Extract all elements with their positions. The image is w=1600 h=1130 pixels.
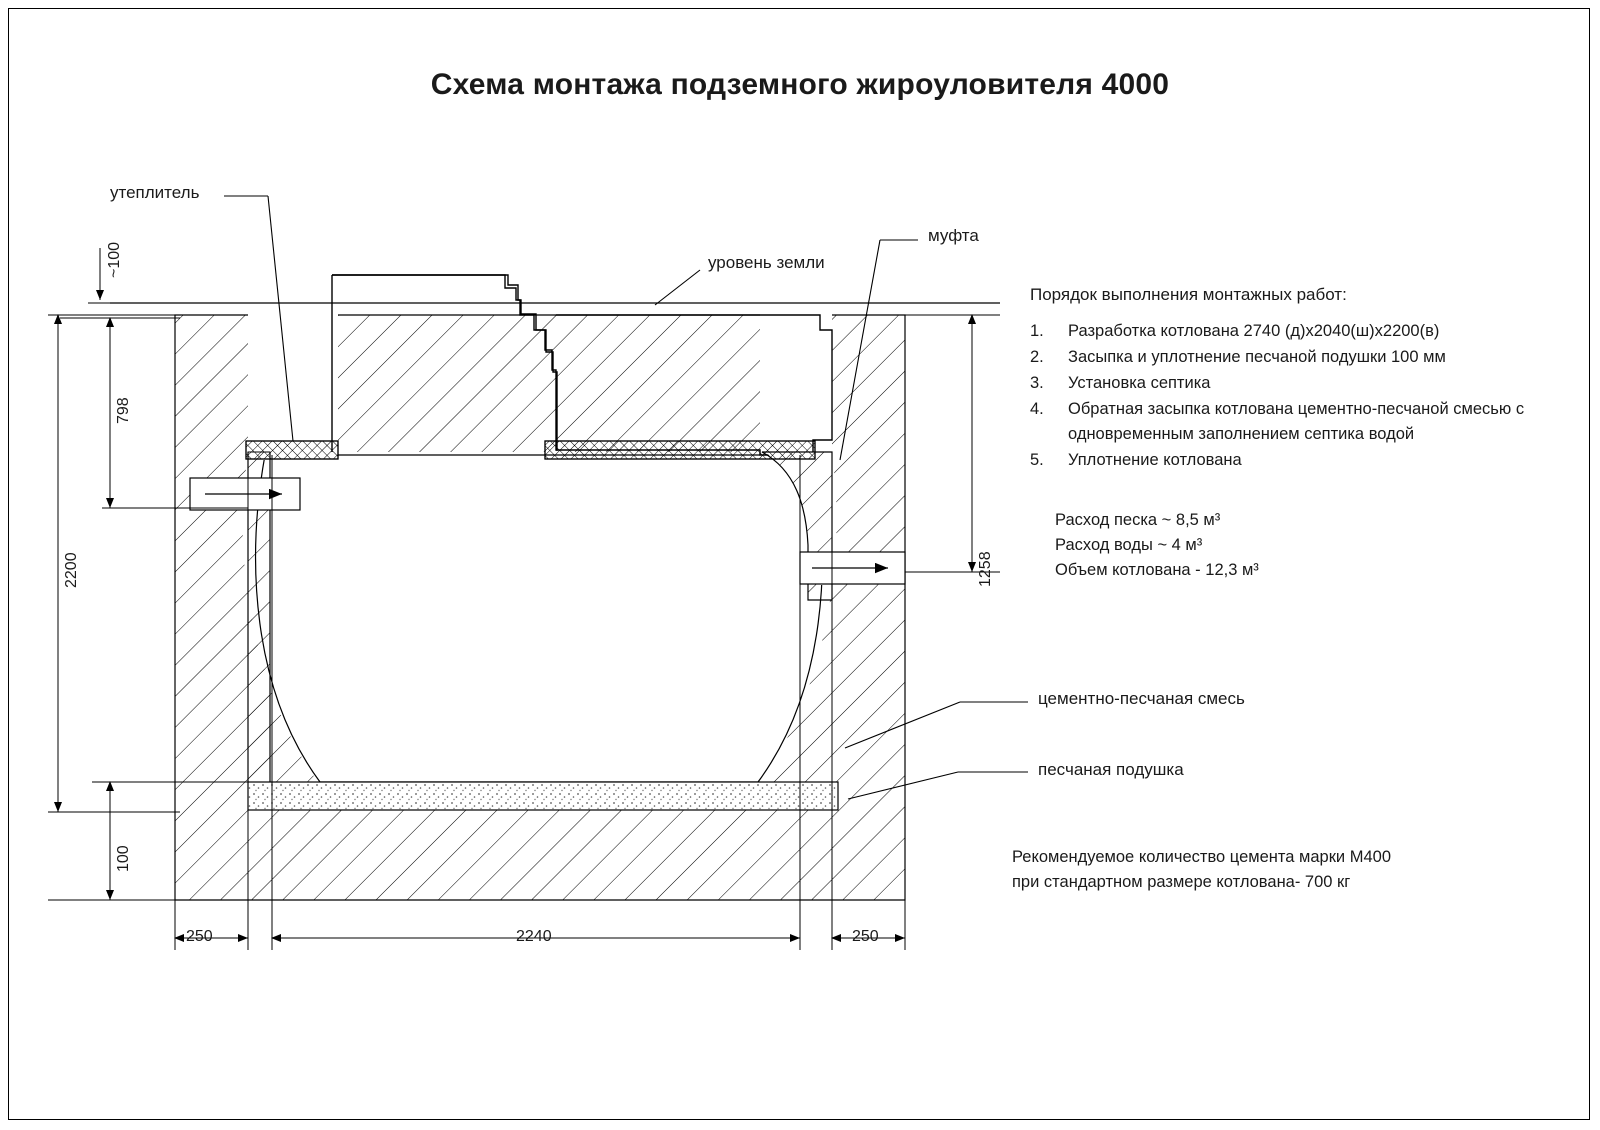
note-text: Засыпка и уплотнение песчаной подушки 100 мм: [1068, 348, 1446, 366]
page-title: Схема монтажа подземного жироуловителя 4000: [430, 68, 1170, 101]
callout-cement-sand-mix: цементно-песчаная смесь: [1038, 689, 1245, 708]
water-volume: Расход воды ~ 4 м³: [1055, 536, 1203, 554]
note-number: 5.: [1030, 451, 1044, 469]
dim-right-wall: 250: [852, 928, 879, 945]
note-number: 1.: [1030, 322, 1044, 340]
inlet-pipe: [190, 478, 300, 510]
insulation-slab-right: [545, 441, 815, 459]
list-item: [1030, 345, 1570, 370]
dim-upper: 798: [115, 397, 132, 424]
callout-coupling: муфта: [928, 226, 979, 245]
outlet-pipe: [800, 552, 905, 584]
sand-cushion: [248, 782, 838, 810]
list-item: [1030, 319, 1570, 344]
note-number: 2.: [1030, 348, 1044, 366]
dim-left-wall: 250: [186, 928, 213, 945]
callout-sand-cushion: песчаная подушка: [1038, 760, 1184, 779]
pit-volume: Объем котлована - 12,3 м³: [1055, 561, 1259, 579]
note-text: Установка септика: [1068, 374, 1211, 392]
notes-list: [1030, 319, 1570, 473]
cement-recommendation: [1012, 845, 1391, 895]
list-item: [1030, 448, 1570, 473]
callout-ground-level: уровень земли: [708, 253, 825, 272]
list-item: [1030, 397, 1570, 447]
list-item: [1030, 371, 1570, 396]
dim-top-gap: ~100: [106, 241, 123, 278]
dim-right-height: 1258: [977, 551, 994, 587]
insulation-slab-left: [246, 441, 338, 459]
dim-total-height: 2200: [63, 552, 80, 588]
note-text: Уплотнение котлована: [1068, 451, 1242, 469]
cement-line-1: Рекомендуемое количество цемента марки М400: [1012, 848, 1392, 866]
dim-inner-width: 2240: [516, 928, 552, 945]
note-text: Разработка котлована 2740 (д)х2040(ш)х2200(в): [1068, 322, 1440, 340]
callout-insulation: утеплитель: [110, 183, 200, 202]
material-volumes: [1055, 508, 1259, 583]
sand-volume: Расход песка ~ 8,5 м³: [1055, 511, 1221, 529]
installation-notes: [1030, 285, 1570, 474]
cement-line-2: при стандартном размере котлована- 700 кг: [1012, 873, 1351, 891]
note-text: Обратная засыпка котлована цементно-песчаной смесью с одновременным заполнением септика водой: [1068, 400, 1525, 443]
note-number: 4.: [1030, 400, 1044, 418]
dim-bottom: 100: [115, 845, 132, 872]
note-number: 3.: [1030, 374, 1044, 392]
notes-heading: Порядок выполнения монтажных работ:: [1030, 285, 1347, 304]
